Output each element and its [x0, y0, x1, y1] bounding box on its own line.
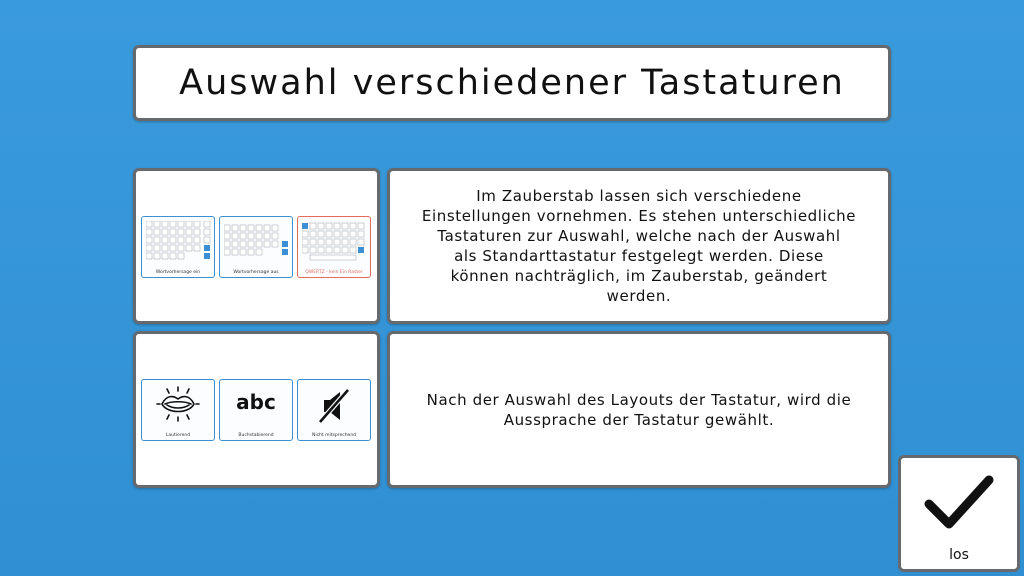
los-button-label: los	[949, 547, 969, 563]
pronunciation-option-buchstabierend	[219, 379, 293, 441]
mouth-icon	[155, 386, 201, 422]
thumbnail-caption: Wortvorhersage ein	[155, 270, 201, 275]
checkmark-icon	[923, 472, 995, 532]
keyboard-grid-icon	[224, 221, 290, 267]
description-line: Im Zauberstab lassen sich verschiedene	[476, 187, 802, 205]
los-button[interactable]	[898, 455, 1020, 572]
description-line: Nach der Auswahl des Layouts der Tastatur, wird die	[426, 390, 852, 409]
description-line: können nachträglich, im Zauberstab, geändert	[450, 267, 828, 285]
option-caption: Nicht mitsprechend	[311, 433, 357, 438]
description-line: als Standarttastatur festgelegt werden. Diese	[454, 247, 824, 265]
pronunciation-description-panel	[387, 331, 891, 488]
keyboard-thumbnail-wordprediction-on	[141, 216, 215, 278]
description-line: Einstellungen vornehmen. Es stehen unterschiedliche	[421, 207, 857, 225]
keyboard-layouts-image	[133, 168, 380, 324]
keyboard-thumbnail-qwertz	[297, 216, 371, 278]
keyboard-grid-icon	[302, 221, 368, 267]
keyboard-description	[412, 186, 866, 306]
pronunciation-description	[417, 390, 862, 430]
keyboard-grid-icon	[146, 221, 212, 267]
description-line: werden.	[606, 287, 672, 305]
keyboard-description-panel	[387, 168, 891, 324]
page-title: Auswahl verschiedener Tastaturen	[179, 63, 845, 103]
title-panel	[133, 45, 891, 121]
option-caption: Lautierend	[165, 433, 191, 438]
description-line: Tastaturen zur Auswahl, welche nach der Auswahl	[437, 227, 841, 245]
description-line: Aussprache der Tastatur gewählt.	[503, 410, 775, 429]
pronunciation-option-lautierend	[141, 379, 215, 441]
pronunciation-options-image	[133, 331, 380, 488]
keyboard-thumbnail-wordprediction-off	[219, 216, 293, 278]
thumbnail-caption: QWERTZ - kein Ein Raster	[305, 270, 363, 275]
mute-speaker-icon	[314, 386, 354, 426]
pronunciation-option-nicht-mitsprechend	[297, 379, 371, 441]
thumbnail-caption: Wortvorhersage aus	[233, 270, 279, 275]
option-caption: Buchstabierend	[238, 433, 274, 438]
abc-icon: abc	[236, 390, 276, 414]
